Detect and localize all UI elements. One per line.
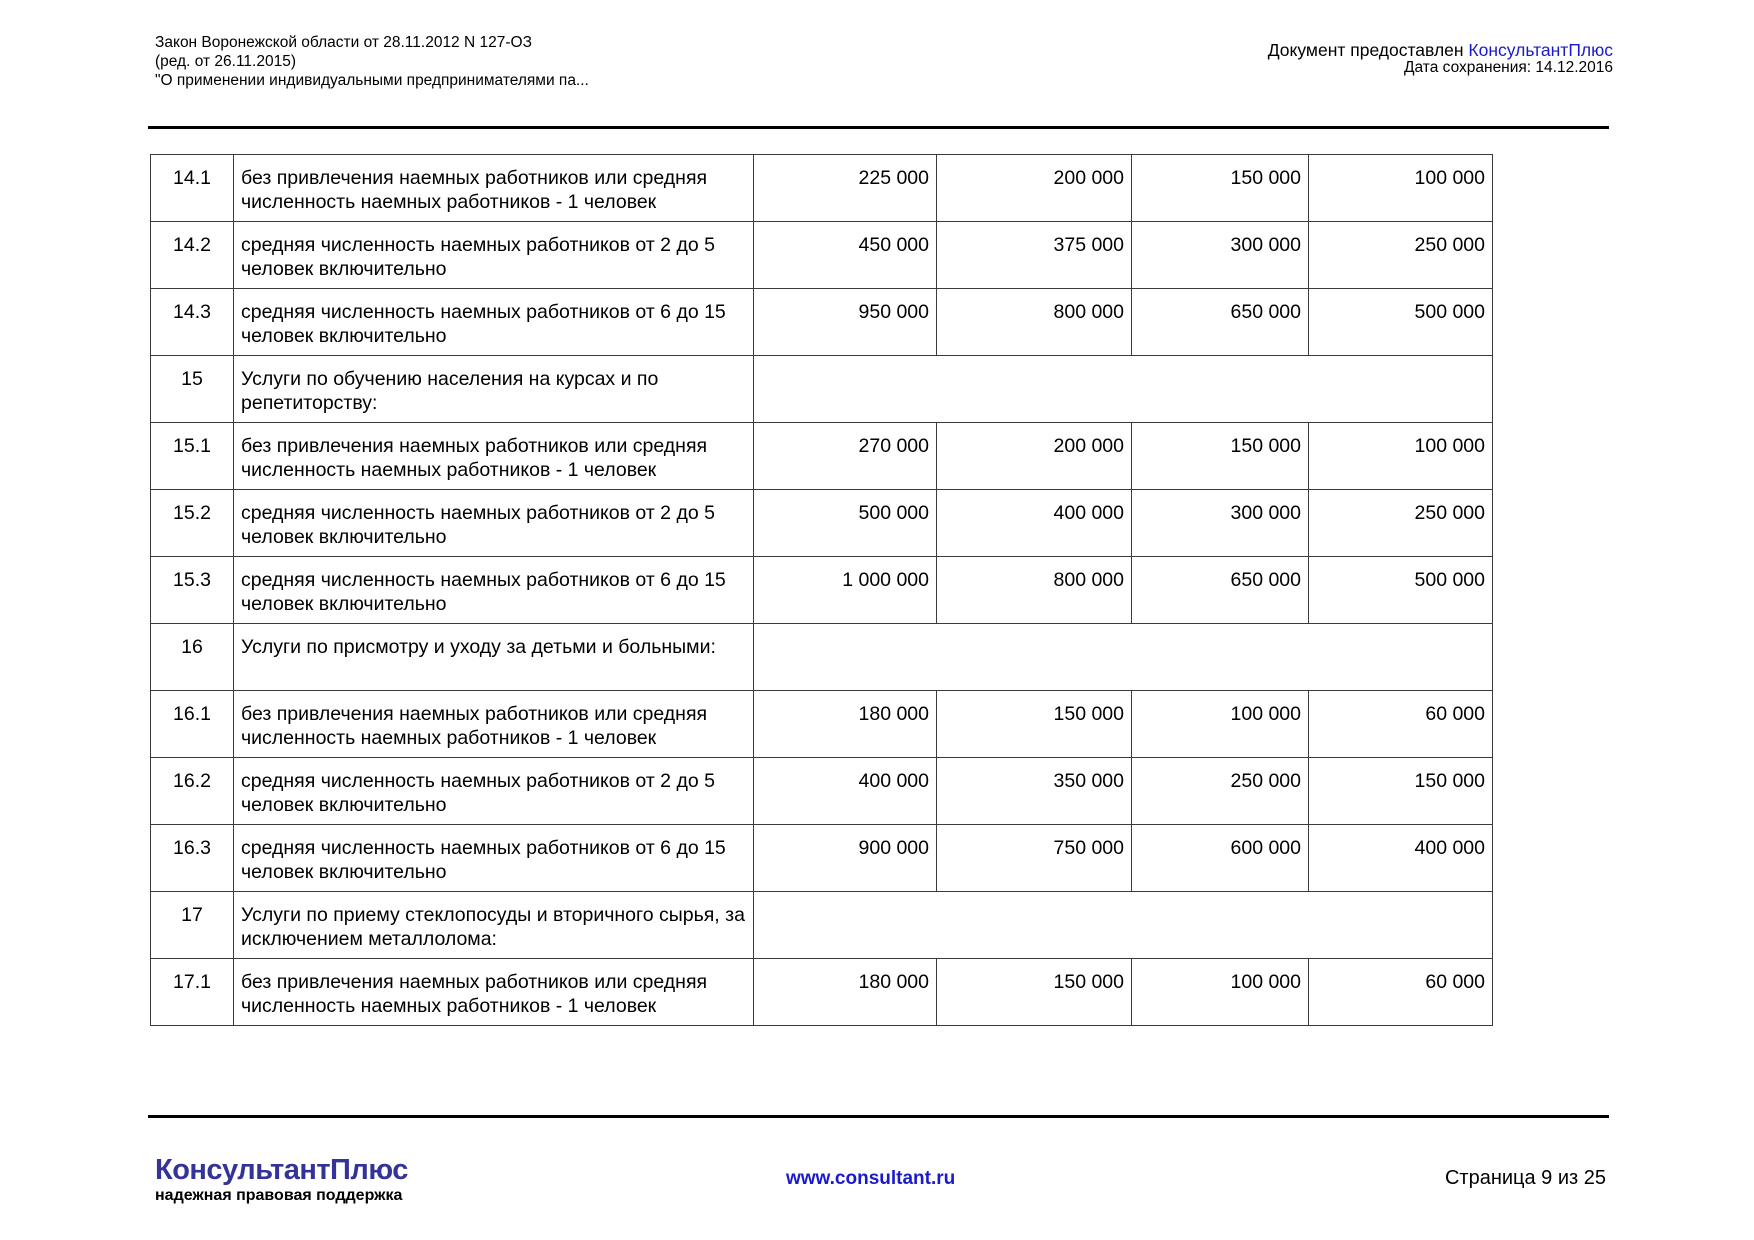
value-cell-2: 375 000 [937, 222, 1132, 289]
row-number-cell: 15.1 [151, 423, 234, 490]
value-cell-4: 60 000 [1309, 959, 1493, 1026]
table-row [151, 691, 1493, 758]
row-number-cell: 17 [151, 892, 234, 959]
value-cell-3: 300 000 [1132, 222, 1309, 289]
footer-website-link[interactable]: www.consultant.ru [786, 1168, 956, 1189]
value-cell-2: 800 000 [937, 289, 1132, 356]
value-cell-2: 150 000 [937, 959, 1132, 1026]
row-description-cell: без привлечения наемных работников или средняя численность наемных работников - 1 человек [234, 423, 754, 490]
document-edition-line: (ред. от 26.11.2015) [155, 53, 296, 70]
value-cell-4: 500 000 [1309, 557, 1493, 624]
table-row [151, 758, 1493, 825]
value-cell-2: 400 000 [937, 490, 1132, 557]
value-cell-1: 225 000 [754, 155, 937, 222]
table-row [151, 289, 1493, 356]
value-cell-3: 150 000 [1132, 423, 1309, 490]
row-description-cell: Услуги по обучению населения на курсах и по репетиторству: [234, 356, 754, 423]
value-cell-1: 500 000 [754, 490, 937, 557]
value-cell-2: 200 000 [937, 155, 1132, 222]
row-number-cell: 16.2 [151, 758, 234, 825]
table-row [151, 825, 1493, 892]
table-row [151, 490, 1493, 557]
value-cell-4: 250 000 [1309, 222, 1493, 289]
table-row [151, 892, 1493, 959]
value-cell-4: 60 000 [1309, 691, 1493, 758]
provider-brand-link[interactable]: КонсультантПлюс [1468, 40, 1613, 60]
provided-by-label: Документ предоставлен [1267, 40, 1469, 60]
row-number-cell: 14.1 [151, 155, 234, 222]
value-cell-4: 500 000 [1309, 289, 1493, 356]
value-cell-1: 270 000 [754, 423, 937, 490]
value-cell-1: 180 000 [754, 691, 937, 758]
row-description-cell: средняя численность наемных работников от 6 до 15 человек включительно [234, 825, 754, 892]
value-cell-1: 450 000 [754, 222, 937, 289]
page-number: Страница 9 из 25 [1444, 1167, 1606, 1189]
row-description-cell: средняя численность наемных работников от 2 до 5 человек включительно [234, 758, 754, 825]
value-cell-4: 100 000 [1309, 423, 1493, 490]
value-cell-3: 600 000 [1132, 825, 1309, 892]
footer-divider [148, 1115, 1609, 1118]
row-number-cell: 14.3 [151, 289, 234, 356]
table-row [151, 356, 1493, 423]
table-row [151, 959, 1493, 1026]
provider-info [1268, 41, 1613, 77]
row-description-cell: средняя численность наемных работников от 6 до 15 человек включительно [234, 557, 754, 624]
row-description-cell: Услуги по присмотру и уходу за детьми и больными: [234, 624, 754, 691]
document-subtitle-line: "О применении индивидуальными предпринимателями па... [155, 72, 589, 89]
merged-empty-cell [754, 624, 1493, 691]
row-description-cell: средняя численность наемных работников от 2 до 5 человек включительно [234, 490, 754, 557]
value-cell-3: 650 000 [1132, 289, 1309, 356]
row-description-cell: средняя численность наемных работников от 2 до 5 человек включительно [234, 222, 754, 289]
value-cell-1: 950 000 [754, 289, 937, 356]
saved-date: Дата сохранения: 14.12.2016 [1404, 59, 1613, 76]
row-description-cell: Услуги по приему стеклопосуды и вторичного сырья, за исключением металлолома: [234, 892, 754, 959]
row-number-cell: 14.2 [151, 222, 234, 289]
row-number-cell: 16 [151, 624, 234, 691]
row-number-cell: 16.1 [151, 691, 234, 758]
row-number-cell: 17.1 [151, 959, 234, 1026]
value-cell-3: 300 000 [1132, 490, 1309, 557]
value-cell-4: 250 000 [1309, 490, 1493, 557]
row-number-cell: 15.3 [151, 557, 234, 624]
value-cell-4: 400 000 [1309, 825, 1493, 892]
document-title-line: Закон Воронежской области от 28.11.2012 N 127-ОЗ [155, 34, 532, 51]
value-cell-1: 1 000 000 [754, 557, 937, 624]
value-cell-3: 250 000 [1132, 758, 1309, 825]
merged-empty-cell [754, 356, 1493, 423]
row-description-cell: средняя численность наемных работников от 6 до 15 человек включительно [234, 289, 754, 356]
value-cell-1: 400 000 [754, 758, 937, 825]
value-cell-2: 750 000 [937, 825, 1132, 892]
value-cell-2: 800 000 [937, 557, 1132, 624]
row-number-cell: 15.2 [151, 490, 234, 557]
rates-table [150, 154, 1493, 1026]
value-cell-1: 180 000 [754, 959, 937, 1026]
table-row [151, 222, 1493, 289]
value-cell-3: 650 000 [1132, 557, 1309, 624]
row-description-cell: без привлечения наемных работников или средняя численность наемных работников - 1 человек [234, 959, 754, 1026]
table-row [151, 155, 1493, 222]
value-cell-2: 150 000 [937, 691, 1132, 758]
row-description-cell: без привлечения наемных работников или средняя численность наемных работников - 1 человек [234, 691, 754, 758]
value-cell-4: 150 000 [1309, 758, 1493, 825]
footer-brand-logo: КонсультантПлюс [155, 1154, 408, 1186]
table-row [151, 557, 1493, 624]
value-cell-3: 100 000 [1132, 691, 1309, 758]
document-title-block [155, 33, 589, 90]
value-cell-4: 100 000 [1309, 155, 1493, 222]
row-description-cell: без привлечения наемных работников или средняя численность наемных работников - 1 человек [234, 155, 754, 222]
row-number-cell: 15 [151, 356, 234, 423]
header-divider [148, 126, 1609, 129]
value-cell-3: 100 000 [1132, 959, 1309, 1026]
merged-empty-cell [754, 892, 1493, 959]
value-cell-1: 900 000 [754, 825, 937, 892]
value-cell-2: 200 000 [937, 423, 1132, 490]
table-row [151, 423, 1493, 490]
value-cell-3: 150 000 [1132, 155, 1309, 222]
footer-tagline: надежная правовая поддержка [155, 1187, 403, 1204]
table-row [151, 624, 1493, 691]
value-cell-2: 350 000 [937, 758, 1132, 825]
row-number-cell: 16.3 [151, 825, 234, 892]
